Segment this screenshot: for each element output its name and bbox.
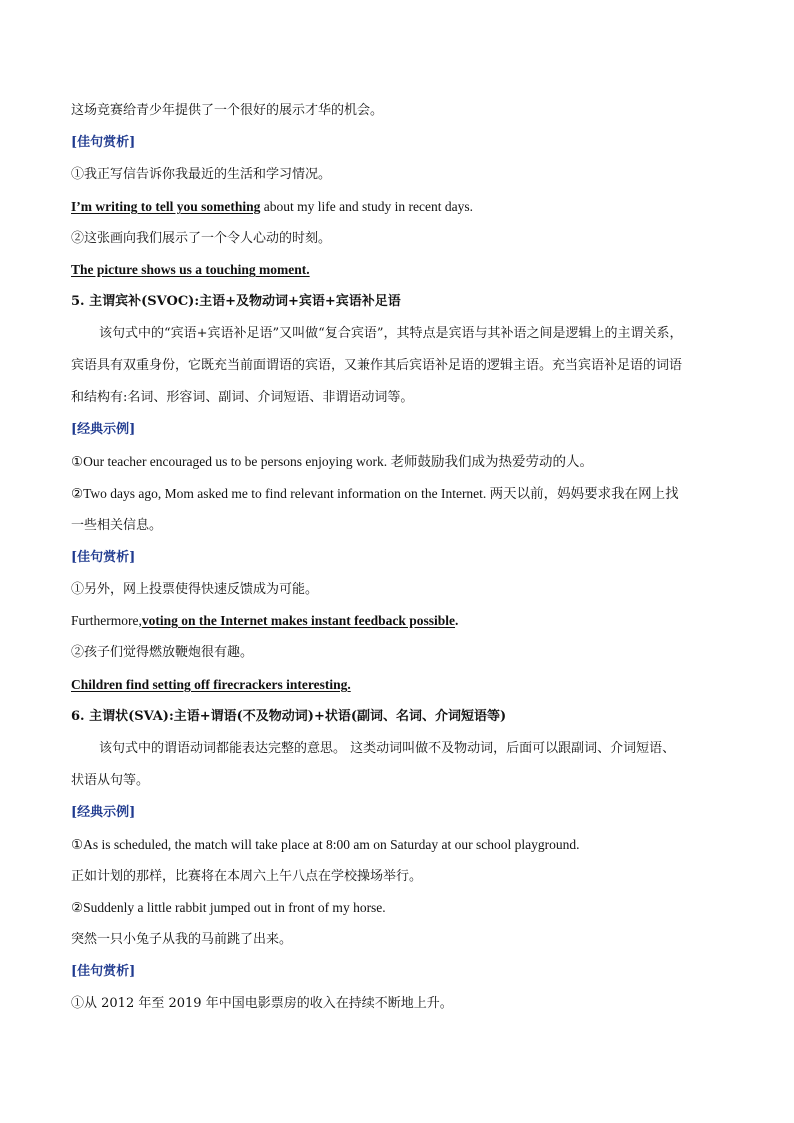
example-sentence-cont: 一些相关信息。 — [71, 518, 163, 533]
example-translation: 突然一只小兔子从我的马前跳了出来。 — [71, 932, 293, 947]
paragraph-line: 宾语具有双重身份，它既充当前面谓语的宾语，又兼作其后宾语补足语的逻辑主语。充当宾语补足语的词语 — [71, 358, 683, 373]
section-label-examples: [经典示例] — [71, 422, 136, 437]
example-sentence: ②Suddenly a little rabbit jumped out in front of my horse. — [71, 900, 386, 915]
example-sentence: ①Our teacher encouraged us to be persons enjoying work. 老师鼓励我们成为热爱劳动的人。 — [71, 454, 594, 469]
example-sentence: ②Two days ago, Mom asked me to find relevant information on the Internet. 两天以前，妈妈要求我在网上找 — [71, 486, 679, 501]
highlighted-phrase: I’m writing to tell you something — [71, 199, 261, 214]
example-english — [71, 197, 734, 217]
example-chinese: ①从 2012 年至 2019 年中国电影票房的收入在持续不断地上升。 — [71, 996, 453, 1011]
section-heading-sva: 6. 主谓状(SVA):主语+谓语(不及物动词)+状语(副词、名词、介词短语等) — [71, 709, 507, 724]
example-translation: 正如计划的那样，比赛将在本周六上午八点在学校操场举行。 — [71, 869, 423, 884]
example-chinese: ②这张画向我们展示了一个令人心动的时刻。 — [71, 231, 332, 246]
plain-phrase: Furthermore, — [71, 613, 142, 628]
sentence-chinese: 这场竞赛给青少年提供了一个很好的展示才华的机会。 — [71, 103, 384, 118]
paragraph-line: 该句式中的“宾语+宾语补足语”又叫做“复合宾语”，其特点是宾语与其补语之间是逻辑上的主谓关系， — [99, 326, 683, 341]
example-english-answer: The picture shows us a touching moment. — [71, 262, 310, 277]
example-english — [71, 611, 734, 631]
punctuation: . — [455, 613, 459, 628]
section-label-examples: [经典示例] — [71, 805, 136, 820]
section-heading-svoc: 5. 主谓宾补(SVOC):主语+及物动词+宾语+宾语补足语 — [71, 294, 401, 309]
highlighted-phrase: voting on the Internet makes instant feedback possible — [141, 613, 456, 628]
plain-phrase: about my life and study in recent days. — [260, 199, 473, 214]
section-label-appreciation: [佳句赏析] — [71, 550, 136, 565]
example-chinese: ①另外，网上投票使得快速反馈成为可能。 — [71, 582, 319, 597]
example-chinese: ①我正写信告诉你我最近的生活和学习情况。 — [71, 167, 332, 182]
example-chinese: ②孩子们觉得燃放鞭炮很有趣。 — [71, 645, 254, 660]
example-english-answer: Children find setting off firecrackers interesting. — [71, 677, 351, 692]
section-label-appreciation: [佳句赏析] — [71, 964, 136, 979]
paragraph-line: 该句式中的谓语动词都能表达完整的意思。 这类动词叫做不及物动词，后面可以跟副词、介词短语、 — [99, 741, 676, 756]
paragraph-line: 和结构有:名词、形容词、副词、介词短语、非谓语动词等。 — [71, 390, 414, 405]
paragraph-line: 状语从句等。 — [71, 773, 150, 788]
section-label-appreciation: [佳句赏析] — [71, 135, 136, 150]
example-sentence: ①As is scheduled, the match will take place at 8:00 am on Saturday at our school playground. — [71, 837, 580, 852]
